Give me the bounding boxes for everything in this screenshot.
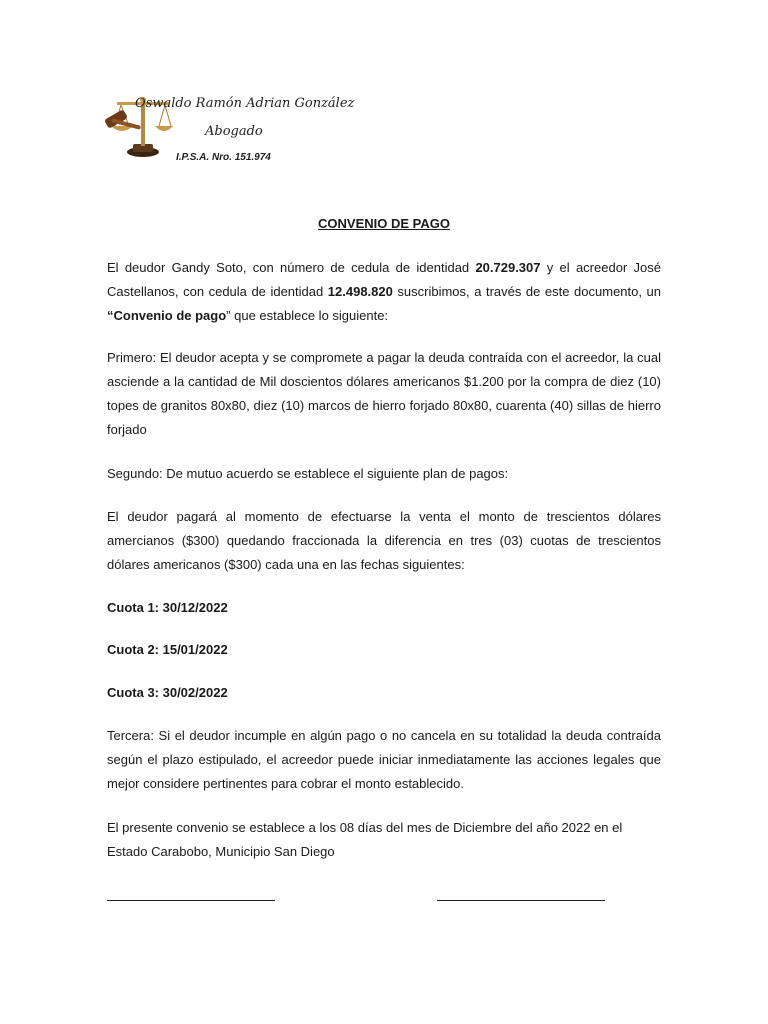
lawyer-title: Abogado	[205, 124, 263, 139]
clause-segundo: Segundo: De mutuo acuerdo se establece el siguiente plan de pagos:	[107, 466, 509, 481]
installment-3: Cuota 3: 30/02/2022	[107, 685, 228, 700]
signature-line-debtor	[107, 900, 275, 901]
payment-paragraph: El deudor pagará al momento de efectuarse la venta el monto de trescientos dólares amercianos ($300) quedando fraccionada la diferencia en tres (03) cuotas de trescientos dólares americanos ($300) cada una en las fechas siguientes:	[107, 509, 661, 572]
intro-text-4: ” que establece lo siguiente:	[226, 308, 389, 323]
intro-text-2: y el acreedor José Castellanos, con cedula de identidad	[107, 260, 661, 299]
intro-text-3: suscribimos, a través de este documento, un	[392, 284, 661, 299]
clause-primero: Primero: El deudor acepta y se compromete a pagar la deuda contraída con el acreedor, la cual asciende a la cantidad de Mil doscientos dólares americanos $1.200 por la compra de diez (10) topes de granitos 80x80, diez (10) marcos de hierro forjado 80x80, cuarenta (40) sillas de hierro forjado	[107, 350, 661, 437]
signature-line-creditor	[437, 900, 605, 901]
installment-1: Cuota 1: 30/12/2022	[107, 600, 228, 615]
license-number: I.P.S.A. Nro. 151.974	[176, 152, 271, 163]
creditor-id: 12.498.820	[327, 284, 393, 299]
agreement-name: “Convenio de pago	[107, 308, 227, 323]
intro-paragraph	[107, 256, 661, 328]
closing-paragraph: El presente convenio se establece a los 08 días del mes de Diciembre del año 2022 en el Estado Carabobo, Municipio San Diego	[107, 820, 623, 859]
document-title: CONVENIO DE PAGO	[318, 216, 450, 231]
clause-tercera: Tercera: Si el deudor incumple en algún pago o no cancela en su totalidad la deuda contraída según el plazo estipulado, el acreedor puede iniciar inmediatamente las acciones legales que mejor considere pertinentes para cobrar el monto establecido.	[107, 728, 661, 791]
lawyer-name: Oswaldo Ramón Adrian González	[135, 96, 355, 111]
intro-text-1: El deudor Gandy Soto, con número de cedula de identidad	[107, 260, 476, 275]
installment-2: Cuota 2: 15/01/2022	[107, 642, 228, 657]
debtor-id: 20.729.307	[475, 260, 541, 275]
